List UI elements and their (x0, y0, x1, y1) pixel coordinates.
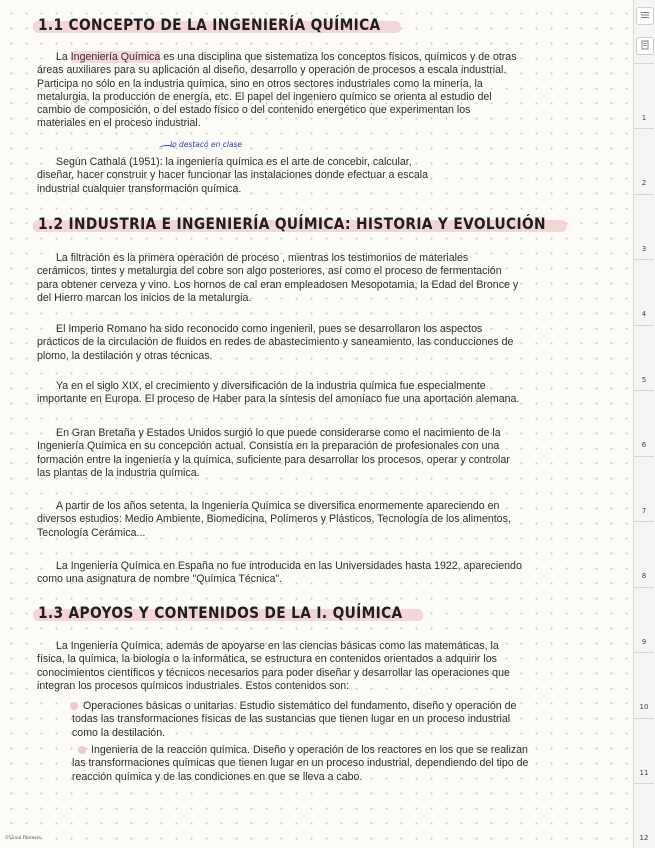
s3-paragraph-1: La Ingeniería Química, además de apoyarse en las ciencias básicas como las matemáticas, la física, la química, la biología o la informática, se estructura en contenidos orientados a adquirir los conocimientos científicos y técnicos necesarios para poder diseñar y desarrollar las operaciones que integran los procesos químicos industriales. Estos contenidos son: (37, 640, 510, 692)
sidebar-tab-11[interactable]: 11 (634, 718, 654, 783)
sidebar-tab-3[interactable]: 3 (634, 194, 654, 259)
s2-paragraph-4: En Gran Bretaña y Estados Unidos surgió lo que puede considerarse como el nacimiento de la Ingeniería Química en su concepción actual. Consistía en la preparación de profesionales con una formación entre la ingeniería y la química, suficiente para desarrollar los procesos, operar y controlar las plantas de la industria química. (37, 427, 510, 479)
document-button[interactable] (636, 37, 654, 55)
sidebar-tab-1[interactable]: 1 (634, 63, 654, 128)
s1-paragraph-1: La Ingeniería Química es una disciplina que sistematiza los conceptos físicos, químicos y de otras áreas auxiliares para su aplicación al diseño, desarrollo y operación de procesos a escala industrial. Participa no sólo en la industria química, sino en otros sectores industriales como la minería, la metalurgia, la producción de energía, etc. El papel del ingeniero químico se orienta al estudio del cambio de composición, o del estado físico o del contenido energético que experimentan los materiales en el proceso industrial. (37, 51, 517, 130)
s3-bullet-2: Ingeniería de la reacción química. Diseño y operación de los reactores en los que se realizan las transformaciones químicas que tienen lugar en un proceso industrial, dependiendo del tipo de reacción química y de las condiciones en que se lleva a cabo. (72, 744, 529, 783)
s2-paragraph-3: Ya en el siglo XIX, el crecimiento y diversificación de la industria química fue especialmente importante en Europa. El proceso de Haber para la síntesis del amoníaco fue una aportación alemana. (37, 380, 520, 406)
s2-paragraph-5: A partir de los años setenta, la Ingeniería Química se diversifica enormemente apareciendo en diversos estudios: Medio Ambiente, Biomedicina, Polímeros y Plásticos, Tecnología de los alimentos, Tecnología Cerámica... (37, 500, 511, 539)
heading-1-3: 1.3 APOYOS Y CONTENIDOS DE LA I. QUÍMICA (38, 603, 408, 622)
highlight-term: Ingeniería Química (70, 51, 161, 63)
sidebar-tab-7[interactable]: 7 (634, 456, 654, 521)
menu-button[interactable] (636, 7, 654, 25)
sidebar-tab-4[interactable]: 4 (634, 259, 654, 324)
s2-paragraph-2: El Imperio Romano ha sido reconocido como ingenieril, pues se desarrollaron los aspectos prácticos de la circulación de fluidos en redes de abastecimiento y saneamiento, las conducciones de plomo, la destilación y otras técnicas. (37, 323, 514, 362)
s2-paragraph-1: La filtración es la primera operación de proceso , mientras los testimonios de materiales cerámicos, tintes y metalurgia del cobre son algo posteriores, así como el proceso de fermentación para obtener cerveza y vino. Los hornos de cal eran empleadosen Mesopotamia, la Edad del Bronce y del Hierro marcan los inicios de la metalurgia. (37, 252, 519, 304)
sidebar-tab-2[interactable]: 2 (634, 128, 654, 193)
sidebar-tab-12[interactable]: 12 (634, 783, 654, 848)
s2-paragraph-6: La Ingeniería Química en España no fue introducida en las Universidades hasta 1922, apareciendo como una asignatura de nombre "Química Técnica". (37, 560, 522, 586)
sidebar-tab-8[interactable]: 8 (634, 521, 654, 586)
bullet-dot (78, 746, 86, 754)
footer-credit: ©Úrsul Plomers (5, 835, 41, 841)
bullet-dot (70, 702, 78, 710)
sidebar-tab-9[interactable]: 9 (634, 587, 654, 652)
menu-icon (640, 10, 650, 20)
right-sidebar (633, 0, 655, 848)
sidebar-tab-5[interactable]: 5 (634, 325, 654, 390)
document-icon (640, 40, 650, 50)
heading-1-1: 1.1 CONCEPTO DE LA INGENIERÍA QUÍMICA (38, 15, 386, 34)
heading-1-2: 1.2 INDUSTRIA E INGENIERÍA QUÍMICA: HISTORIA Y EVOLUCIÓN (38, 214, 551, 233)
sidebar-tab-10[interactable]: 10 (634, 652, 654, 717)
handwritten-annotation: lo destacó en clase (170, 140, 243, 149)
sidebar-tab-6[interactable]: 6 (634, 390, 654, 455)
s1-paragraph-2: Según Cathalá (1951): la ingeniería química es el arte de concebir, calcular, diseñar, hacer construir y hacer funcionar las instalaciones donde efectuar a escala industrial cualquier transformación química. (37, 156, 429, 195)
s3-bullet-1: Operaciones básicas o unitarias. Estudio sistemático del fundamento, diseño y operación de todas las transformaciones físicas de las sustancias que tienen lugar en un proceso industrial como la destilación. (72, 700, 517, 739)
